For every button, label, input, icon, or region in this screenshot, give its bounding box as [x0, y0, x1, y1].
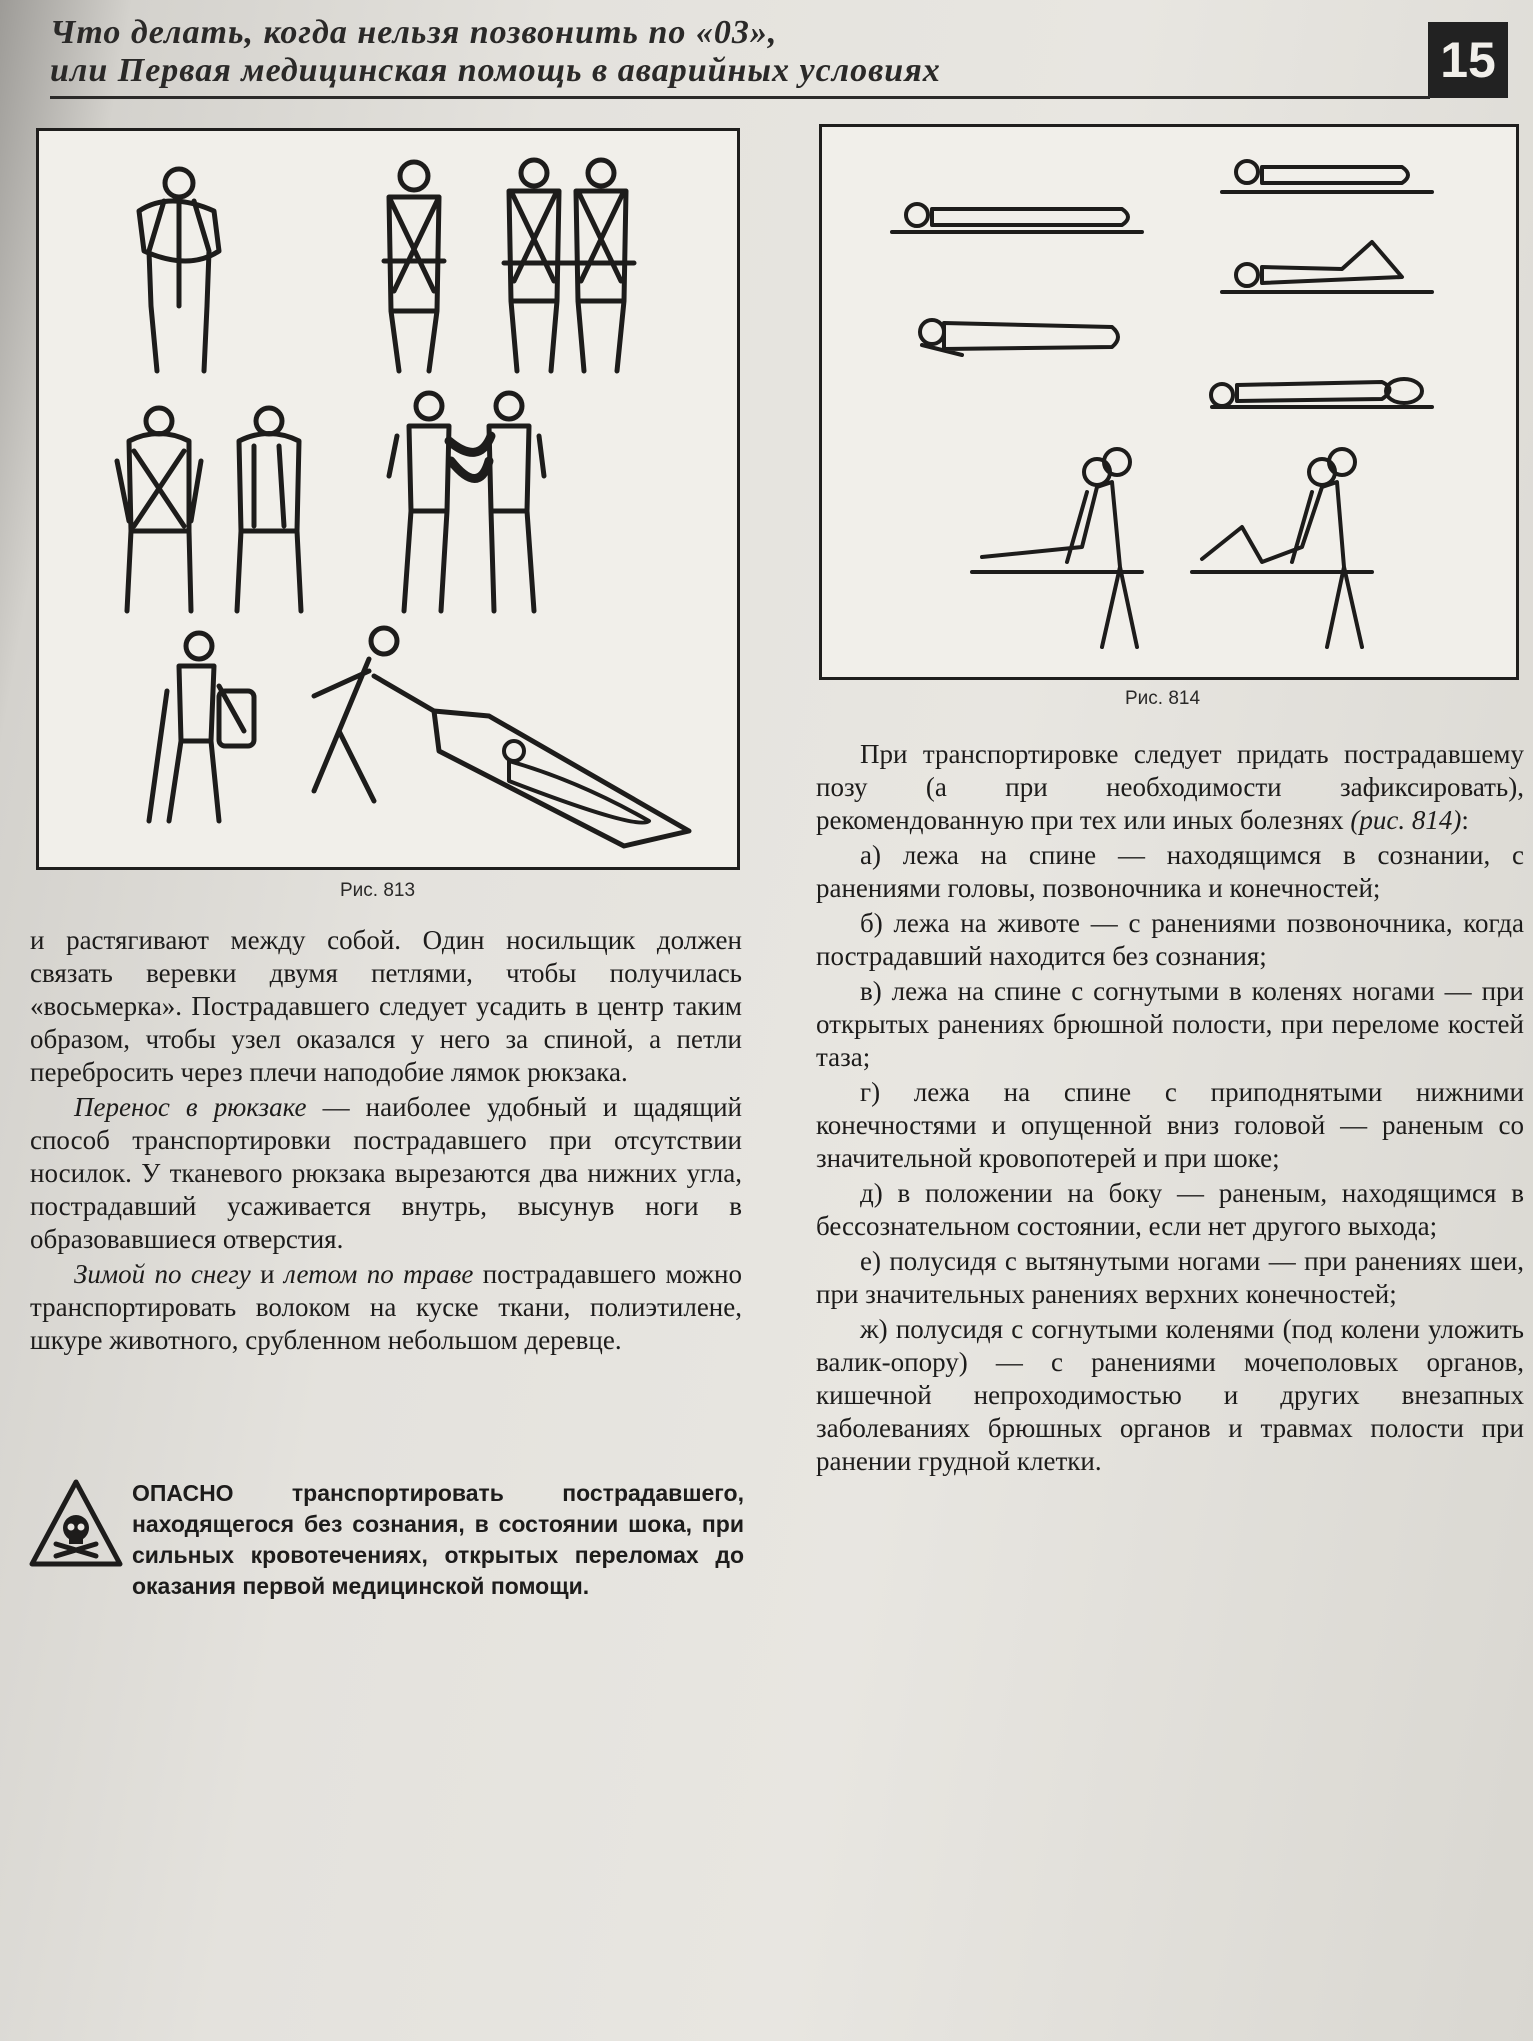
fig814-lying-on-stomach: [920, 320, 1118, 355]
header-title-line1: Что делать, когда нельзя позвонить по «03»,: [50, 14, 778, 51]
figure-814-caption: Рис. 814: [1125, 688, 1201, 709]
fig813-shoulder-carry: [139, 169, 219, 371]
paragraph: [30, 1258, 742, 1357]
paragraph: [816, 738, 1524, 837]
fig814-knees-bent: [1222, 161, 1432, 192]
list-item: а) лежа на спине — находящимся в сознании, с ранениями головы, позвоночника и конечностей;: [816, 840, 1524, 903]
figure-reference: (рис. 814): [1350, 805, 1462, 835]
header-rule: [50, 96, 1430, 99]
figure-814: [819, 124, 1519, 680]
fig814-lying-on-back: [892, 204, 1142, 232]
emphasis: летом по траве: [284, 1259, 474, 1289]
figure-813-illustration: [39, 131, 737, 867]
paragraph-text: При транспортировке следует придать пострадавшему позу (а при необходимости зафиксировать), рекомендованную при тех или иных болезнях: [816, 739, 1524, 835]
paragraph-text: пострадавшего можно транспортировать волоком на куске ткани, полиэтилене, шкуре животного, срубленном небольшом деревце.: [30, 1259, 742, 1355]
figure-813: [36, 128, 740, 870]
fig813-drag-on-cloth: [314, 628, 689, 846]
fig813-rucksack-carry: [149, 633, 254, 821]
fig813-hand-seat-carry: [389, 393, 544, 611]
fig814-half-sitting-straight-legs: [972, 449, 1142, 647]
fig813-two-bearers-carry: [504, 160, 634, 371]
list-item: г) лежа на спине с приподнятыми нижними конечностями и опущенной вниз головой — раненым со значительной кровопотерей и при шоке;: [816, 1077, 1524, 1173]
fig814-half-sitting-knees-bent: [1192, 449, 1372, 647]
fig813-belt-carry: [384, 162, 444, 371]
fig814-raised-legs: [1222, 242, 1432, 292]
paragraph: и растягивают между собой. Один носильщик должен связать веревки двумя петлями, чтобы получилась «восьмерка». Пострадавшего следует усадить в центр таким образом, чтобы узел оказался у него за спиной, а петли перебросить через плечи наподобие лямок рюкзака.: [30, 925, 742, 1087]
list-item: в) лежа на спине с согнутыми в коленях ногами — при открытых ранениях брюшной полости, при переломе костей таза;: [816, 976, 1524, 1072]
emphasis: Зимой по снегу: [74, 1259, 251, 1289]
figure-814-illustration: [822, 127, 1516, 677]
figure-813-caption: Рис. 813: [340, 880, 416, 901]
emphasis: Перенос в рюкзаке: [74, 1092, 307, 1122]
page-number: 15: [1428, 22, 1508, 98]
fig814-side-position: [1211, 379, 1432, 407]
paragraph-text: :: [1461, 805, 1469, 835]
list-item: б) лежа на животе — с ранениями позвоночника, когда пострадавший находится без сознания;: [816, 908, 1524, 971]
right-text-column: [816, 738, 1524, 1480]
paragraph-text: — наиболее удобный и щадящий способ транспортировки пострадавшего при отсутствии носилок. У тканевого рюкзака вырезаются два нижних угла, пострадавший усаживается внутрь, высунув ноги в образовавшиеся отверстия.: [30, 1092, 742, 1254]
warning-text: ОПАСНО транспортировать пострадавшего, находящегося без сознания, в состоянии шока, при сильных кровотечениях, открытых переломах до оказания первой медицинской помощи.: [132, 1480, 744, 1599]
left-text-column: [30, 924, 742, 1359]
paragraph-text: и: [250, 1259, 285, 1289]
fig813-piggyback: [237, 408, 301, 611]
fig813-back-harness: [117, 408, 201, 611]
list-item: д) в положении на боку — раненым, находящимся в бессознательном состоянии, если нет другого выхода;: [816, 1178, 1524, 1241]
paragraph: [30, 1091, 742, 1256]
danger-warning: [28, 1478, 750, 1628]
skull-crossbones-icon: [28, 1478, 124, 1574]
list-item: е) полусидя с вытянутыми ногами — при ранениях шеи, при значительных ранениях верхних конечностей;: [816, 1246, 1524, 1309]
list-item: ж) полусидя с согнутыми коленями (под колени уложить валик-опору) — с ранениями мочеполовых органов, кишечной непроходимостью и других внезапных заболеваниях брюшных органов и травмах полости при ранении грудной клетки.: [816, 1314, 1524, 1476]
header-title-line2: или Первая медицинская помощь в аварийных условиях: [50, 52, 941, 89]
